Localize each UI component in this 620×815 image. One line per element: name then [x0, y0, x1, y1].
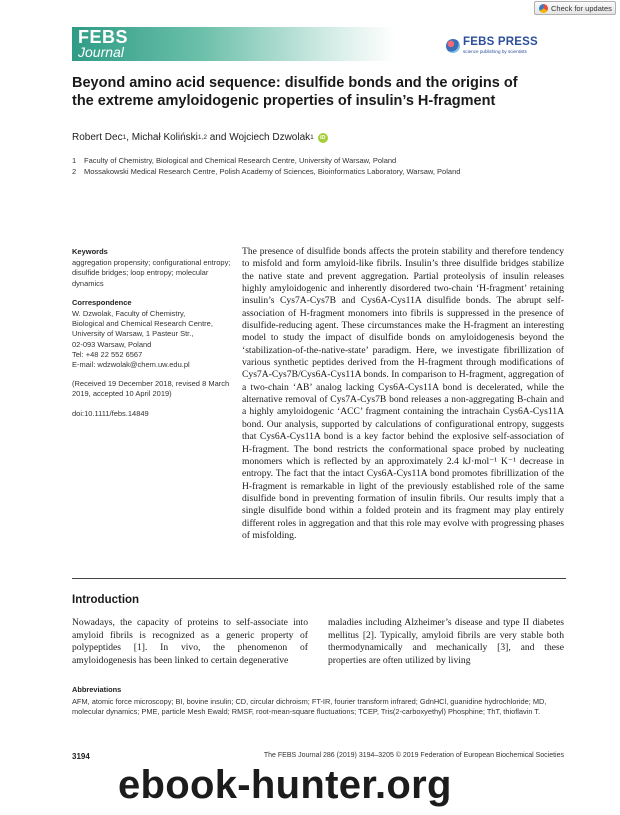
introduction-column-2: maladies including Alzheimer’s disease and type II diabetes mellitus [2]. Typically, amyloid fibrils are very stable both thermodynamically and mechanically [3], and these properties are often utilized by living — [328, 617, 564, 666]
article-title: Beyond amino acid sequence: disulfide bonds and the origins of the extreme amyloidogenic properties of insulin’s H-fragment — [72, 75, 518, 109]
correspondence-line: Tel: +48 22 552 6567 — [72, 349, 143, 359]
affiliation-number: 1 — [72, 156, 77, 165]
article-metadata — [72, 247, 232, 428]
publisher-logo — [446, 37, 538, 54]
introduction-column-1: Nowadays, the capacity of proteins to self-associate into amyloid fibrils is recognized as a generic property of polypeptides [1]. In vivo, the phenomenon of amyloidogenesis has been linked to certain degenerative — [72, 617, 308, 666]
watermark-text: ebook-hunter.org — [118, 763, 452, 807]
abbreviations-heading: Abbreviations — [72, 685, 122, 694]
page-number: 3194 — [72, 752, 90, 761]
affiliation — [72, 167, 460, 176]
correspondence-line: 02-093 Warsaw, Poland — [72, 339, 152, 349]
check-for-updates-button[interactable] — [534, 1, 616, 15]
correspondence-line: University of Warsaw, 1 Pasteur Str., — [72, 329, 194, 339]
author-affiliation-marker: 1,2 — [197, 134, 207, 141]
affiliation — [72, 156, 396, 165]
febs-press-icon — [446, 39, 460, 53]
author-name: Michał Koliński — [131, 132, 198, 143]
author-separator: , — [126, 132, 132, 143]
introduction-heading: Introduction — [72, 594, 140, 606]
journal-logo — [78, 28, 128, 59]
keywords-text: aggregation propensity; configurational entropy; disulfide bridges; loop entropy; molecular dynamics — [72, 258, 231, 288]
author-name: Wojciech Dzwolak — [229, 132, 311, 143]
affiliation-number: 2 — [72, 167, 77, 176]
footer-citation: The FEBS Journal 286 (2019) 3194–3205 © 2019 Federation of European Biochemical Societies — [263, 752, 564, 759]
correspondence-heading: Correspondence — [72, 297, 132, 307]
check-for-updates-label: Check for updates — [551, 3, 612, 13]
author-affiliation-marker: 1 — [122, 134, 127, 141]
abstract-text: The presence of disulfide bonds affects the protein stability and therefore tendency to misfold and form amyloid-like fibrils. Insulin’s three disulfide bridges stabilize the native state and prevent aggregation. Partial proteolysis of insulin releases highly amyloidogenic and inherently disordered two-chain ‘H-fragment’ retaining insulin’s Cys7A-Cys7B and Cys6A-Cys11A disulfide bonds. The abrupt self-association of H-fragment monomers into fibrils is suppressed in the presence of disulfide-reducing agent. These circumstances make the H-fragment an interesting model to study the impact of disulfide bonds on amyloidogenesis beyond the ‘stabilization-of-the-native-state’ paradigm. Here, we investigate fibrillization of various synthetic peptides derived from the H-fragment through modifications of Cys7A-Cys7B/Cys6A-Cys11A bonds. In comparison to H-fragment, aggregation of a two-chain ‘AB’ analog lacking Cys6A-Cys11A bond is decelerated, while the alternative removal of Cys7A-Cys7B bond releases a non-aggregating B-chain and a highly amyloidogenic ‘ACC’ fragment containing the intrachain Cys6A-Cys11A bond. Our analysis, supported by calculations of configurational entropy, suggests that Cys6A-Cys11A bond is a key factor behind the explosive self-association of H-fragment. The bond restricts the conformational space probed by nucleating monomers which is reflected by an approximately 2.4 kJ·mol⁻¹ K⁻¹ decrease in entropy. The fact that the intact Cys6A-Cys11A bond promotes fibrillization of the H-fragment is remarkable in light of the previously established role of the same disulfide bond in preventing formation of insulin fibrils. Our results imply that a single disulfide bond within a folded protein and its fragment may play entirely different roles in aggregation and that this role may evolve with progressing phases of misfolding. — [242, 246, 564, 541]
received-text: (Received 19 December 2018, revised 8 March 2019, accepted 10 April 2019) — [72, 379, 230, 399]
abbreviations-block — [72, 685, 566, 717]
correspondence-line: W. Dzwolak, Faculty of Chemistry, — [72, 309, 186, 319]
correspondence-block — [72, 298, 232, 370]
publisher-name: FEBS PRESS — [463, 36, 538, 48]
doi-link[interactable]: doi:10.1111/febs.14849 — [72, 408, 149, 418]
author-separator: and — [206, 132, 230, 143]
doi-block — [72, 409, 232, 419]
affiliation-text: Mossakowski Medical Research Centre, Polish Academy of Sciences, Bioinformatics Laboratory, Warsaw, Poland — [84, 167, 461, 176]
correspondence-line: Biological and Chemical Research Centre, — [72, 319, 213, 329]
crossmark-icon — [539, 4, 548, 13]
affiliation-text: Faculty of Chemistry, Biological and Chemical Research Centre, University of Warsaw, Poland — [84, 156, 397, 165]
publisher-tagline: science publishing by scientists — [463, 48, 527, 54]
journal-logo-line2: Journal — [78, 44, 124, 60]
author-affiliation-marker: 1 — [310, 134, 314, 141]
author-list — [72, 132, 328, 143]
correspondence-email[interactable]: E-mail: wdzwolak@chem.uw.edu.pl — [72, 360, 190, 370]
section-divider — [72, 578, 566, 579]
abbreviations-text: AFM, atomic force microscopy; BI, bovine insulin; CD, circular dichroism; FT-IR, fourier transform infrared; GdnHCl, guanidine hydrochloride; MD, molecular dynamics; PME, particle Mesh Ewald; RMSF, root-mean-square fluctuations; TCEP, Tris(2-carboxyethyl) Phosphine; ThT, thioflavin T. — [72, 697, 547, 716]
orcid-icon[interactable]: iD — [318, 133, 328, 143]
received-dates — [72, 379, 232, 399]
author-name: Robert Dec — [72, 132, 123, 143]
keywords-block — [72, 247, 232, 289]
journal-logo-line1: FEBS — [78, 27, 129, 47]
keywords-heading: Keywords — [72, 247, 108, 256]
